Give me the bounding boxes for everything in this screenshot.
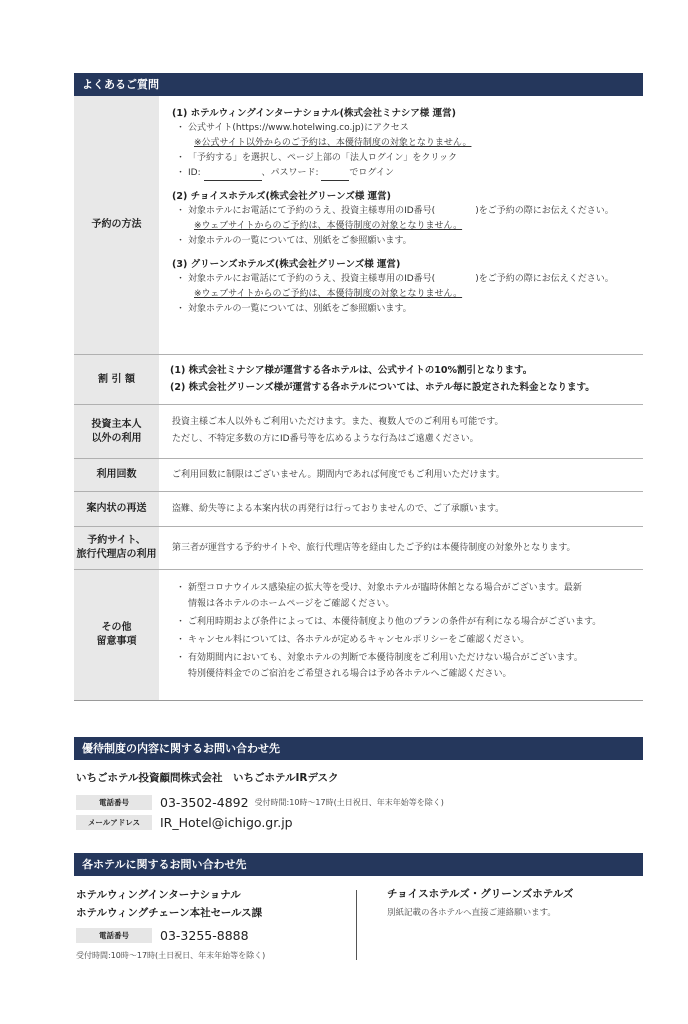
hotelwing-phone-row [76, 928, 249, 943]
choice-step-1-a: 対象ホテルにお電話にて予約のうえ、投資主様専用のID番号( [188, 206, 436, 216]
discount-line-2: (2) 株式会社グリーンズ様が運営する各ホテルについては、ホテル毎に設定された料金となります。 [170, 382, 595, 393]
agency-label [74, 527, 159, 569]
reservation-content [159, 96, 643, 354]
hotelwing-step-2: ・ 「予約する」を選択し、ページ上部の「法人ログイン」をクリック [172, 151, 643, 166]
agency-label-2: 旅行代理店の利用 [76, 549, 157, 560]
ichigo-phone-row [76, 795, 444, 810]
phone-tag: 電話番号 [76, 795, 152, 810]
faq-header: よくあるご質問 [74, 73, 643, 96]
discount-content [159, 355, 643, 404]
ichigo-hours: 受付時間:10時～17時(土日祝日、年末年始等を除く) [254, 798, 444, 807]
ichigo-company-name: いちごホテル投資顧問株式会社 いちごホテルIRデスク [76, 772, 339, 784]
choice-step-1 [172, 204, 643, 219]
ichigo-mail-row [76, 815, 293, 830]
count-line: ご利用回数に制限はございません。期間内であれば何度でもご利用いただけます。 [172, 469, 505, 480]
greens-step-1-a: 対象ホテルにお電話にて予約のうえ、投資主様専用のID番号( [188, 274, 436, 284]
password-label: 、パスワード: [261, 168, 319, 178]
agency-line: 第三者が運営する予約サイトや、旅行代理店等を経由したご予約は本優待制度の対象外となります。 [172, 542, 576, 553]
agency-content [159, 527, 643, 569]
faq-table [74, 96, 643, 701]
hotelwing-contact-line-1: ホテルウィングインターナショナル [76, 889, 241, 901]
others-use-label-2: 以外の利用 [91, 432, 142, 444]
others-use-label-1: 投資主本人 [91, 418, 142, 430]
others-use-content [159, 405, 643, 458]
faq-row-others-use [74, 404, 643, 458]
ichigo-phone-number: 03-3502-4892 [160, 795, 249, 810]
greens-step-1-b: )をご予約の際にお伝えください。 [475, 274, 614, 284]
faq-row-notes [74, 569, 643, 700]
greens-step-2: ・ 対象ホテルの一覧については、別紙をご参照願います。 [172, 302, 643, 317]
inquiry-benefit-header: 優待制度の内容に関するお問い合わせ先 [74, 737, 643, 760]
inquiry-hotel-header: 各ホテルに関するお問い合わせ先 [74, 853, 643, 876]
notes-item-4-cont: 特別優待料金でのご宿泊をご希望される場合は予め各ホテルへご確認ください。 [188, 669, 512, 679]
faq-row-reissue [74, 491, 643, 526]
notes-item-1-cont: 情報は各ホテルのホームページをご確認ください。 [188, 599, 395, 609]
hotelwing-contact-line-2: ホテルウィングチェーン本社セールス課 [76, 907, 263, 919]
notes-item-1: ・ 新型コロナウイルス感染症の拡大等を受け、対象ホテルが臨時休館となる場合がございます。最新 [172, 580, 643, 596]
notes-content [159, 570, 643, 700]
hotelwing-step-1: ・ 公式サイト(https://www.hotelwing.co.jp)にアクセス [172, 121, 643, 136]
faq-row-agency [74, 526, 643, 569]
reservation-label: 予約の方法 [74, 96, 159, 354]
reissue-line: 盗難、紛失等による本案内状の再発行は行っておりませんので、ご了承願います。 [172, 503, 505, 514]
hotelwing-contact-name [76, 886, 262, 922]
others-use-line-1: 投資主様ご本人以外もご利用いただけます。また、複数人でのご利用も可能です。 [172, 417, 504, 427]
others-use-label [74, 405, 159, 458]
hotelwing-phone-number: 03-3255-8888 [160, 928, 249, 943]
choice-greens-note: 別紙記載の各ホテルへ直接ご連絡願います。 [387, 908, 556, 918]
choice-note: ※ウェブサイトからのご予約は、本優待制度の対象となりません。 [194, 221, 463, 231]
ichigo-mail-address[interactable]: IR_Hotel@ichigo.gr.jp [160, 815, 293, 830]
discount-line-1: (1) 株式会社ミナシア様が運営する各ホテルは、公式サイトの10%割引となります。 [170, 365, 533, 376]
choice-step-1-b: )をご予約の際にお伝えください。 [475, 206, 614, 216]
hotelwing-hours: 受付時間:10時～17時(土日祝日、年末年始等を除く) [76, 951, 266, 960]
id-blank [204, 169, 262, 181]
greens-title: (3) グリーンズホテルズ(株式会社グリーンズ様 運営) [172, 259, 401, 270]
login-text: でログイン [349, 168, 394, 178]
count-label: 利用回数 [74, 459, 159, 491]
faq-row-reservation [74, 96, 643, 354]
choice-title: (2) チョイスホテルズ(株式会社グリーンズ様 運営) [172, 191, 391, 202]
choice-step-2: ・ 対象ホテルの一覧については、別紙をご参照願います。 [172, 234, 643, 249]
greens-note: ※ウェブサイトからのご予約は、本優待制度の対象となりません。 [194, 289, 463, 299]
notes-item-4: ・ 有効期間内においても、対象ホテルの判断で本優待制度をご利用いただけない場合がございます。 [172, 650, 643, 666]
agency-label-1: 予約サイト、 [87, 535, 146, 546]
hotelwing-step-3 [172, 166, 643, 181]
faq-row-count [74, 458, 643, 491]
count-content [159, 459, 643, 491]
reissue-label: 案内状の再送 [74, 492, 159, 526]
hotelwing-note: ※公式サイト以外からのご予約は、本優待制度の対象となりません。 [194, 138, 472, 148]
contact-divider [356, 890, 357, 960]
others-use-line-2: ただし、不特定多数の方にID番号等を広めるような行為はご遠慮ください。 [172, 434, 479, 444]
notes-label-2: 留意事項 [96, 636, 137, 647]
hotelwing-title: (1) ホテルウィングインターナショナル(株式会社ミナシア様 運営) [172, 108, 456, 119]
id-label: ID: [188, 168, 201, 178]
faq-row-discount [74, 354, 643, 404]
choice-greens-title: チョイスホテルズ・グリーンズホテルズ [387, 888, 574, 900]
notes-item-2: ・ ご利用時期および条件によっては、本優待制度より他のプランの条件が有利になる場合がございます。 [172, 614, 643, 630]
password-blank [321, 169, 349, 181]
discount-label: 割 引 額 [74, 355, 159, 404]
mail-tag: メールアドレス [76, 815, 152, 830]
notes-item-3: ・ キャンセル料については、各ホテルが定めるキャンセルポリシーをご確認ください。 [172, 632, 643, 648]
phone-tag-2: 電話番号 [76, 928, 152, 943]
notes-label [74, 570, 159, 700]
notes-label-1: その他 [101, 622, 132, 633]
reissue-content [159, 492, 643, 526]
greens-step-1 [172, 272, 643, 287]
